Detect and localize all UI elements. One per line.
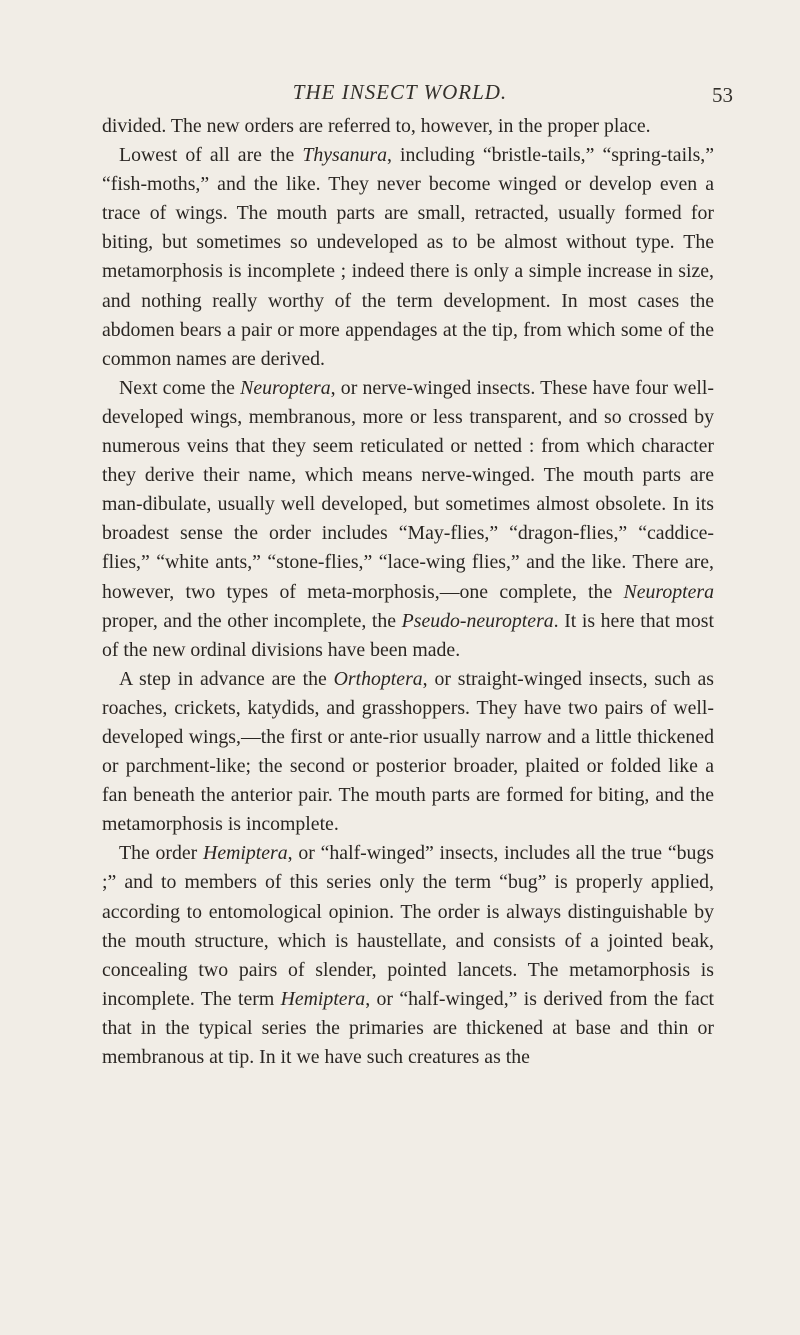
paragraph: [102, 374, 714, 665]
italic-term: Pseudo-neuroptera: [401, 609, 554, 632]
text-run: The order: [119, 842, 204, 865]
text-run: , or “half-winged,” is derived from the fact that in the typical series the primaries are thickened at base and thin or membranous at tip. In it we have such creatures as the: [102, 987, 715, 1068]
italic-term: Thysanura: [302, 144, 387, 167]
paragraph: [102, 112, 714, 141]
running-title: THE INSECT WORLD.: [292, 80, 508, 104]
text-run: , or straight-winged insects, such as roaches, crickets, katydids, and grasshoppers. They have two pairs of well-developed wings,—the first or ante-rior usually narrow and a little thickened or parchment-like; the second or posterior broader, plaited or folded like a fan beneath the anterior pair. The mouth parts are formed for biting, and the metamorphosis is incomplete.: [102, 667, 714, 836]
text-run: Next come the: [119, 376, 241, 399]
italic-term: Neuroptera: [623, 580, 714, 603]
text-run: , including “bristle-tails,” “spring-tails,” “fish-moths,” and the like. They never become winged or develop even a trace of wings. The mouth parts are small, retracted, usually formed for biting, but sometimes so undeveloped as to be almost without type. The metamorphosis is incomplete ; indeed there is only a simple increase in size, and nothing really worthy of the term development. In most cases the abdomen bears a pair or more appendages at the tip, from which some of the common names are derived.: [102, 144, 714, 370]
text-run: proper, and the other incomplete, the: [102, 609, 402, 632]
page-number: 53: [712, 83, 733, 107]
text-run: divided. The new orders are referred to, however, in the proper place.: [102, 115, 651, 137]
text-run: Lowest of all are the: [119, 144, 303, 167]
text-run: . It is here that most of the new ordinal divisions have been made.: [102, 609, 714, 661]
text-run: A step in advance are the: [119, 667, 334, 690]
italic-term: Hemiptera: [203, 842, 288, 865]
paragraph: [102, 141, 714, 374]
italic-term: Hemiptera: [280, 987, 366, 1010]
text-run: , or nerve-winged insects. These have four well-developed wings, membranous, more or less transparent, and so crossed by numerous veins that they seem reticulated or netted : from which character they derive their name, which means nerve-winged. The mouth parts are man-dibulate, usually well developed, but sometimes almost obsolete. In its broadest sense the order includes “May-flies,” “dragon-flies,” “caddice-flies,” “white ants,” “stone-flies,” “lace-wing flies,” and the like. There are, however, two types of meta-morphosis,—one complete, the: [102, 376, 714, 603]
text-run: , or “half-winged” insects, includes all the true “bugs ;” and to members of this series only the term “bug” is properly applied, according to entomological opinion. The order is always distinguishable by the mouth structure, which is haustellate, and consists of a jointed beak, concealing two pairs of slender, pointed lancets. The metamorphosis is incomplete. The term: [102, 842, 714, 1010]
body-text: [102, 112, 714, 1072]
italic-term: Orthoptera: [333, 667, 423, 690]
paragraph: [102, 665, 714, 840]
italic-term: Neuroptera: [240, 376, 331, 399]
paragraph: [102, 839, 714, 1072]
